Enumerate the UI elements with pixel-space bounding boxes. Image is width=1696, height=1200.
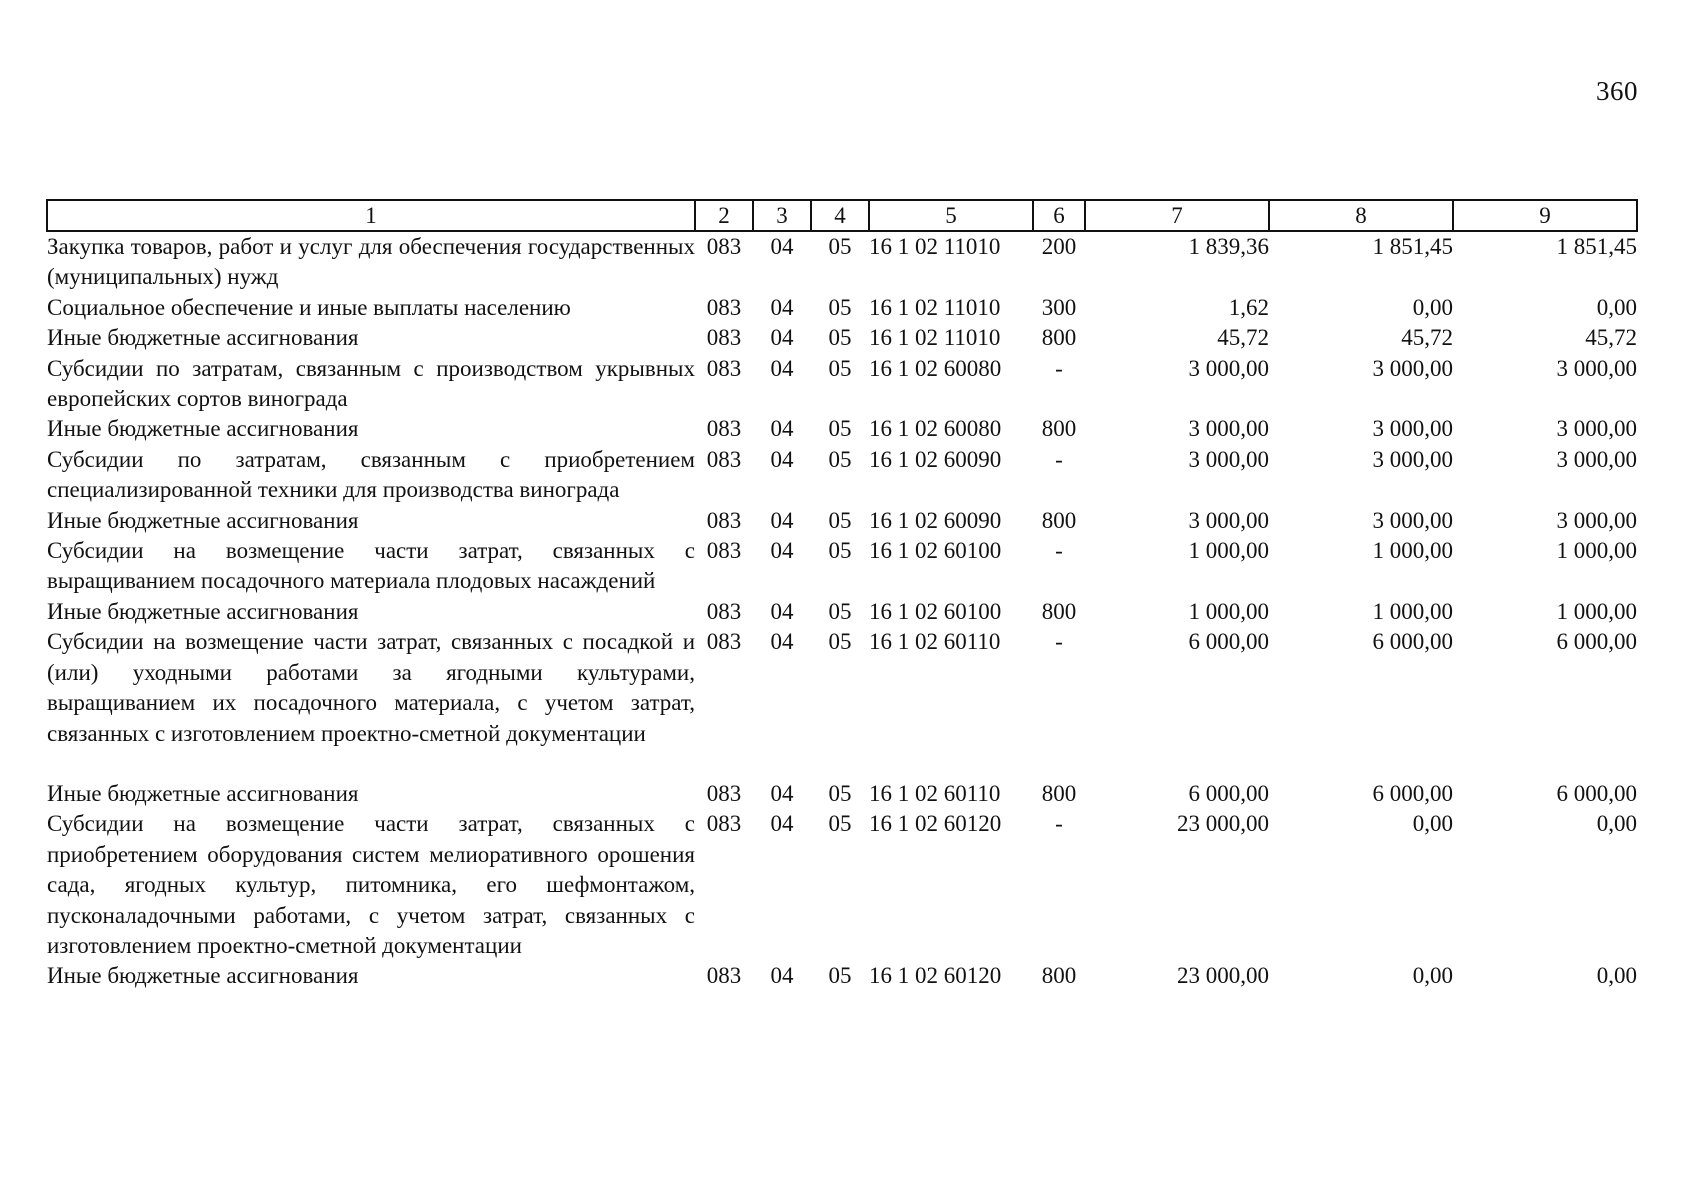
ministry-code: 083 — [706, 629, 742, 655]
expense-type-code: - — [1055, 538, 1063, 564]
amount-col-9: 3 000,00 — [1556, 355, 1637, 381]
subsection-code: 05 — [828, 507, 852, 533]
ministry-code: 083 — [706, 963, 742, 989]
section-code: 04 — [770, 446, 794, 472]
column-header: 3 — [753, 200, 811, 231]
ministry-code: 083 — [706, 294, 742, 320]
target-article-code: 16 1 02 60100 — [869, 538, 1002, 564]
amount-col-8: 1 851,45 — [1372, 234, 1453, 259]
ministry-code: 083 — [706, 780, 742, 806]
amount-col-9: 3 000,00 — [1556, 416, 1637, 442]
amount-col-8: 3 000,00 — [1372, 446, 1453, 472]
table-row — [47, 779, 1637, 809]
section-code: 04 — [770, 355, 794, 381]
item-name: Закупка товаров, работ и услуг для обеспечения государственных (муниципальных) нужд — [47, 234, 695, 290]
table-row — [47, 506, 1637, 536]
subsection-code: 05 — [828, 629, 852, 655]
amount-col-9: 0,00 — [1596, 294, 1637, 320]
amount-col-9: 3 000,00 — [1556, 507, 1637, 533]
ministry-code: 083 — [706, 811, 742, 837]
ministry-code: 083 — [706, 325, 742, 351]
amount-col-9: 0,00 — [1596, 963, 1637, 989]
amount-col-9: 1 851,45 — [1556, 234, 1637, 259]
ministry-code: 083 — [706, 598, 742, 624]
amount-col-7: 1 000,00 — [1188, 538, 1269, 564]
target-article-code: 16 1 02 60120 — [869, 811, 1002, 837]
target-article-code: 16 1 02 60110 — [869, 780, 1001, 806]
subsection-code: 05 — [828, 416, 852, 442]
section-code: 04 — [770, 598, 794, 624]
ministry-code: 083 — [706, 507, 742, 533]
amount-col-8: 1 000,00 — [1372, 538, 1453, 564]
section-code: 04 — [770, 234, 794, 259]
budget-table — [46, 199, 1638, 992]
expense-type-code: - — [1055, 811, 1063, 837]
item-name: Иные бюджетные ассигнования — [47, 963, 359, 989]
item-name: Иные бюджетные ассигнования — [47, 780, 359, 806]
amount-col-8: 6 000,00 — [1372, 780, 1453, 806]
amount-col-8: 3 000,00 — [1372, 355, 1453, 381]
amount-col-7: 3 000,00 — [1188, 507, 1269, 533]
expense-type-code: 800 — [1041, 963, 1077, 989]
ministry-code: 083 — [706, 234, 742, 259]
subsection-code: 05 — [828, 811, 852, 837]
amount-col-7: 6 000,00 — [1188, 780, 1269, 806]
column-header: 4 — [811, 200, 869, 231]
amount-col-8: 3 000,00 — [1372, 416, 1453, 442]
subsection-code: 05 — [828, 446, 852, 472]
amount-col-8: 6 000,00 — [1372, 629, 1453, 655]
amount-col-9: 45,72 — [1585, 325, 1637, 351]
expense-type-code: 800 — [1041, 416, 1077, 442]
amount-col-7: 45,72 — [1217, 325, 1269, 351]
expense-type-code: 800 — [1041, 325, 1077, 351]
expense-type-code: 800 — [1041, 780, 1077, 806]
target-article-code: 16 1 02 11010 — [869, 234, 1001, 259]
expense-type-code: 300 — [1041, 294, 1077, 320]
amount-col-7: 3 000,00 — [1188, 416, 1269, 442]
column-header: 7 — [1085, 200, 1269, 231]
expense-type-code: 200 — [1041, 234, 1077, 259]
target-article-code: 16 1 02 60090 — [869, 446, 1002, 472]
column-header: 6 — [1033, 200, 1085, 231]
target-article-code: 16 1 02 60110 — [869, 629, 1001, 655]
amount-col-9: 0,00 — [1596, 811, 1637, 837]
table-row — [47, 293, 1637, 323]
section-code: 04 — [770, 416, 794, 442]
table-row — [47, 627, 1637, 749]
section-code: 04 — [770, 507, 794, 533]
column-header: 9 — [1453, 200, 1637, 231]
amount-col-8: 1 000,00 — [1372, 598, 1453, 624]
table-row — [47, 536, 1637, 597]
table-row — [47, 231, 1637, 293]
column-number-row — [47, 200, 1637, 231]
table-row — [47, 414, 1637, 444]
amount-col-9: 6 000,00 — [1556, 629, 1637, 655]
amount-col-7: 1 839,36 — [1188, 234, 1269, 259]
amount-col-9: 3 000,00 — [1556, 446, 1637, 472]
amount-col-8: 3 000,00 — [1372, 507, 1453, 533]
amount-col-7: 3 000,00 — [1188, 355, 1269, 381]
amount-col-8: 0,00 — [1412, 294, 1453, 320]
table-row — [47, 809, 1637, 961]
amount-col-9: 1 000,00 — [1556, 598, 1637, 624]
column-header: 5 — [869, 200, 1033, 231]
table-row — [47, 354, 1637, 415]
section-code: 04 — [770, 963, 794, 989]
item-name: Субсидии на возмещение части затрат, связанных с приобретением оборудования систем мелиоративного орошения сада, ягодных культур, питомника, его шефмонтажом, пусконаладочными работами, с учетом затрат, связанных с изготовлением проектно-сметной документации — [47, 811, 695, 958]
ministry-code: 083 — [706, 538, 742, 564]
column-header: 1 — [47, 200, 695, 231]
item-name: Иные бюджетные ассигнования — [47, 507, 359, 533]
amount-col-7: 23 000,00 — [1177, 963, 1269, 989]
amount-col-8: 45,72 — [1401, 325, 1453, 351]
section-code: 04 — [770, 538, 794, 564]
item-name: Субсидии на возмещение части затрат, связанных с выращиванием посадочного материала плодовых насаждений — [47, 538, 695, 594]
amount-col-8: 0,00 — [1412, 811, 1453, 837]
expense-type-code: - — [1055, 355, 1063, 381]
subsection-code: 05 — [828, 355, 852, 381]
item-name: Иные бюджетные ассигнования — [47, 416, 359, 442]
target-article-code: 16 1 02 11010 — [869, 294, 1001, 320]
page-number: 360 — [1596, 76, 1638, 106]
target-article-code: 16 1 02 60100 — [869, 598, 1002, 624]
section-code: 04 — [770, 811, 794, 837]
section-code: 04 — [770, 629, 794, 655]
subsection-code: 05 — [828, 963, 852, 989]
target-article-code: 16 1 02 60120 — [869, 963, 1002, 989]
table-row — [47, 323, 1637, 353]
subsection-code: 05 — [828, 294, 852, 320]
section-code: 04 — [770, 325, 794, 351]
subsection-code: 05 — [828, 780, 852, 806]
target-article-code: 16 1 02 60080 — [869, 355, 1002, 381]
amount-col-7: 3 000,00 — [1188, 446, 1269, 472]
spacer-cell — [47, 749, 1637, 779]
item-name: Субсидии по затратам, связанным с производством укрывных европейских сортов винограда — [47, 355, 695, 412]
target-article-code: 16 1 02 60080 — [869, 416, 1002, 442]
subsection-code: 05 — [828, 325, 852, 351]
section-code: 04 — [770, 780, 794, 806]
item-name: Субсидии на возмещение части затрат, связанных с посадкой и (или) уходными работами за ягодными культурами, выращиванием их посадочного материала, с учетом затрат, связанных с изготовлением проектно-сметной документации — [47, 629, 695, 746]
section-code: 04 — [770, 294, 794, 320]
spacer-row — [47, 749, 1637, 779]
column-header: 8 — [1269, 200, 1453, 231]
amount-col-9: 6 000,00 — [1556, 780, 1637, 806]
amount-col-7: 23 000,00 — [1177, 811, 1269, 837]
amount-col-8: 0,00 — [1412, 963, 1453, 989]
ministry-code: 083 — [706, 446, 742, 472]
item-name: Социальное обеспечение и иные выплаты населению — [47, 294, 571, 320]
expense-type-code: - — [1055, 446, 1063, 472]
target-article-code: 16 1 02 11010 — [869, 325, 1001, 351]
item-name: Субсидии по затратам, связанным с приобретением специализированной техники для производства винограда — [47, 446, 695, 503]
amount-col-7: 1,62 — [1228, 294, 1269, 320]
table-row — [47, 961, 1637, 991]
amount-col-7: 6 000,00 — [1188, 629, 1269, 655]
table-row — [47, 445, 1637, 506]
expense-type-code: 800 — [1041, 507, 1077, 533]
subsection-code: 05 — [828, 538, 852, 564]
ministry-code: 083 — [706, 355, 742, 381]
item-name: Иные бюджетные ассигнования — [47, 325, 359, 351]
expense-type-code: - — [1055, 629, 1063, 655]
table-row — [47, 597, 1637, 627]
ministry-code: 083 — [706, 416, 742, 442]
subsection-code: 05 — [828, 598, 852, 624]
amount-col-7: 1 000,00 — [1188, 598, 1269, 624]
expense-type-code: 800 — [1041, 598, 1077, 624]
amount-col-9: 1 000,00 — [1556, 538, 1637, 564]
column-header: 2 — [695, 200, 753, 231]
item-name: Иные бюджетные ассигнования — [47, 598, 359, 624]
target-article-code: 16 1 02 60090 — [869, 507, 1002, 533]
subsection-code: 05 — [828, 234, 852, 259]
